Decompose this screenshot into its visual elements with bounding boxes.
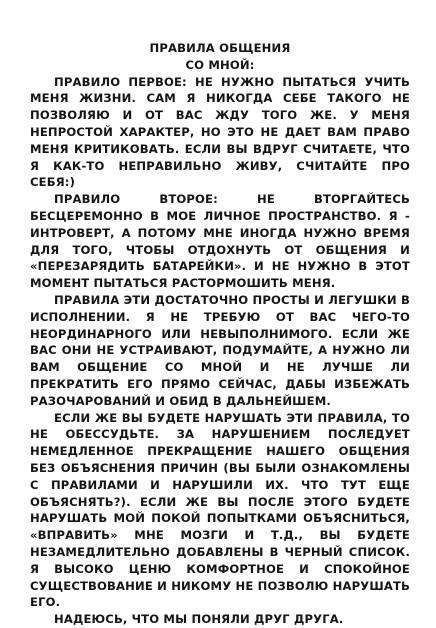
paragraph-rule-two: ПРАВИЛО ВТОРОЕ: НЕ ВТОРГАЙТЕСЬ БЕСЦЕРЕМОННО В МОЕ ЛИЧНОЕ ПРОСТРАНСТВО. Я - ИНТРОВЕРТ, А ПОТОМУ МНЕ ИНОГДА НУЖНО ВРЕМЯ ДЛЯ ТОГО, ЧТОБЫ ОТДОХНУТЬ ОТ ОБЩЕНИЯ И «ПЕРЕЗАРЯДИТЬ БАТАРЕЙКИ». И НЕ НУЖНО В ЭТОТ МОМЕНТ ПЫТАТЬСЯ РАСТОРМОШИТЬ МЕНЯ. — [30, 192, 410, 291]
paragraph-rule-one: ПРАВИЛО ПЕРВОЕ: НЕ НУЖНО ПЫТАТЬСЯ УЧИТЬ МЕНЯ ЖИЗНИ. САМ Я НИКОГДА СЕБЕ ТАКОГО НЕ ПОЗВОЛЯЮ И ОТ ВАС ЖДУ ТОГО ЖЕ. У МЕНЯ НЕПРОСТОЙ ХАРАКТЕР, НО ЭТО НЕ ДАЕТ ВАМ ПРАВО МЕНЯ КРИТИКОВАТЬ. ЕСЛИ ВЫ ВДРУГ СЧИТАЕТЕ, ЧТО Я КАК-ТО НЕПРАВИЛЬНО ЖИВУ, СЧИТАЙТЕ ПРО СЕБЯ:) — [30, 74, 410, 190]
paragraph-closing: НАДЕЮСЬ, ЧТО МЫ ПОНЯЛИ ДРУГ ДРУГА. — [54, 612, 344, 627]
rules-text — [30, 40, 410, 628]
page-subtitle: СО МНОЙ: — [185, 57, 255, 72]
page-title: ПРАВИЛА ОБЩЕНИЯ — [149, 41, 291, 55]
paragraph-consequences: ЕСЛИ ЖЕ ВЫ БУДЕТЕ НАРУШАТЬ ЭТИ ПРАВИЛА, ТО НЕ ОБЕССУДЬТЕ. ЗА НАРУШЕНИЕМ ПОСЛЕДУЕТ НЕМЕДЛЕННОЕ ПРЕКРАЩЕНИЕ НАШЕГО ОБЩЕНИЯ БЕЗ ОБЪЯСНЕНИЯ ПРИЧИН (ВЫ БЫЛИ ОЗНАКОМЛЕНЫ С ПРАВИЛАМИ И НАРУШИЛИ ИХ. ЧТО ТУТ ЕЩЕ ОБЪЯСНЯТЬ?). ЕСЛИ ЖЕ ВЫ ПОСЛЕ ЭТОГО БУДЕТЕ НАРУШАТЬ МОЙ ПОКОЙ ПОПЫТКАМИ ОБЪЯСНИТЬСЯ, «ВПРАВИТЬ» МНЕ МОЗГИ И Т.Д., ВЫ БУДЕТЕ НЕЗАМЕДЛИТЕЛЬНО ДОБАВЛЕНЫ В ЧЕРНЫЙ СПИСОК. Я ВЫСОКО ЦЕНЮ КОМФОРТНОЕ И СПОКОЙНОЕ СУЩЕСТВОВАНИЕ И НИКОМУ НЕ ПОЗВОЛЮ НАРУШАТЬ ЕГО. — [30, 410, 410, 610]
paragraph-rules-simple: ПРАВИЛА ЭТИ ДОСТАТОЧНО ПРОСТЫ И ЛЕГУШКИ В ИСПОЛНЕНИИ. Я НЕ ТРЕБУЮ ОТ ВАС ЧЕГО-ТО НЕОРДИНАРНОГО ИЛИ НЕВЫПОЛНИМОГО. ЕСЛИ ЖЕ ВАС ОНИ НЕ УСТРАИВАЮТ, ПОДУМАЙТЕ, А НУЖНО ЛИ ВАМ ОБЩЕНИЕ СО МНОЙ И НЕ ЛУЧШЕ ЛИ ПРЕКРАТИТЬ ЕГО ПРЯМО СЕЙЧАС, ДАБЫ ИЗБЕЖАТЬ РАЗОЧАРОВАНИЙ И ОБИД В ДАЛЬНЕЙШЕМ. — [30, 292, 410, 408]
